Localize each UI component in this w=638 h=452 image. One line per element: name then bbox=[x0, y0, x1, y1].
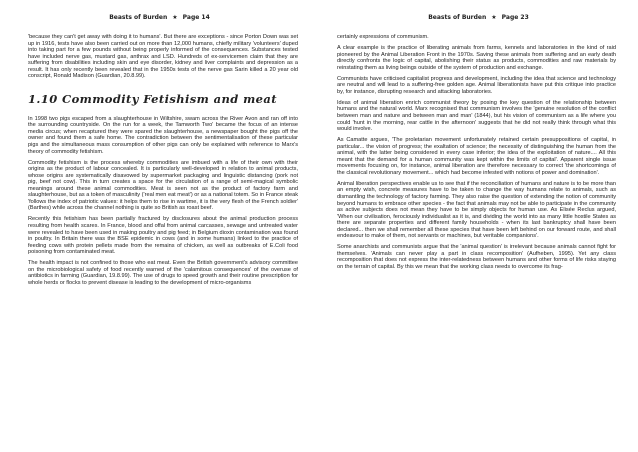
left-paragraph: In 1998 two pigs escaped from a slaughterhouse in Wiltshire, swam across the River Avon and ran off into the surrounding countryside. On the run for a week, the Tamworth Two' became the focus of an intense media circus; when recaptured they were spared the slaughterhouse, a newspaper bought the pigs off the owner and found them a safe home. The contradiction between the sentimentalisation of these particular pigs and the simultaneous mass consumption of other pigs can only be explained with reference to Marx's theory of commodity fetishism. bbox=[28, 115, 298, 155]
right-header-page-number: Page 23 bbox=[501, 14, 529, 21]
right-paragraph: Some anarchists and communists argue that the 'animal question' is irrelevant because animals cannot fight for themselves. 'Animals can never play a part in class recomposition' (Aufheben, 1995). Yet any class recomposition that does not express the inter-relatedness between humans and other forms of life risks staying on the terrain of capital. By this we mean that the working class needs to overcome its frag- bbox=[337, 244, 616, 270]
right-paragraph: As Camatte argues, 'The proletarian movement unfortunately retained certain presuppositions of capital, in particular... the vision of progress; the exaltation of science; the necessity of distinguishing the human from the animal, with the latter being considered in every case inferior; the idea of the exploitation of nature.... All this meant that the demand for a human community was kept within the limits of capital'. Apparent single issue movements focusing on, for instance, animal liberation are therefore necessary to correct 'the shortcomings of the classical revolutionary movement... which had become infested with notions of power and domination'. bbox=[337, 137, 616, 176]
left-paragraph: The health impact is not confined to those who eat meat. Even the British government's advisory committee on the microbiological safety of food recently warned of the 'calamitous consequences' of the overuse of antibiotics in farming (Guardian, 19.8.99). The use of drugs to speed growth and their routine prescription for whole herds or flocks to prevent disease is leading to the development of micro-organisms bbox=[28, 260, 298, 286]
left-header-page-number: Page 14 bbox=[182, 14, 210, 21]
left-paragraph: 'because they can't get away with doing it to humans'. But there are exceptions - since Porton Down was set up in 1916, tests have also been carried out on more than 12,000 humans, chiefly military 'volunteers' duped into taking part for a few pounds without being properly informed of the consequences. Substances tested have included nerve gas, mustard gas, anthrax and LSD. Hundreds of ex-servicemen claim that they are suffering from disabilities including skin and eye disorder, kidney and liver complaints and depression as a result. It has only recently been revealed that in the 1950s tests of the nerve gas Sarin killed a 20 year old conscript, Ronald Madison (Guardian, 20.8.99). bbox=[28, 34, 298, 80]
right-header-title: Beasts of Burden bbox=[428, 14, 487, 21]
left-paragraph: Recently this fetishism has been partially fractured by disclosures about the animal production process resulting from health scares. In France, blood and offal from animal carcasses, sewage and untreated water were revealed to have been used in making poultry and pig feed; in Belgium dioxin contamination was found in poultry. In Britain there was the BSE epidemic in cows (and in some humans) linked to the practice of feeding cows with protein pellets made from the remains of chicken, as well as outbreaks of E.Coli food poisoning from contaminated meat. bbox=[28, 216, 298, 256]
star-icon: ★ bbox=[491, 14, 497, 21]
right-page-header bbox=[319, 14, 638, 21]
section-heading: 1.10 Commodity Fetishism and meat bbox=[28, 91, 277, 106]
left-header-title: Beasts of Burden bbox=[109, 14, 168, 21]
right-paragraph: Communists have criticised capitalist progress and development, including the idea that science and technology are neutral and will lead to a suffering-free golden age. Animal liberationists have put this critique into practice by, for instance, disrupting research and attacking laboratories. bbox=[337, 75, 616, 95]
left-page-header bbox=[0, 14, 319, 21]
right-page bbox=[319, 0, 638, 452]
right-paragraph: Animal liberation perspectives enable us to see that if the reconciliation of humans and nature is to be more than an empty wish, concrete measures have to be taken to change the way humans relate to animals, such as dismantling the technology of factory farming. They also raise the question of extending the notion of community beyond humans to embrace other species - the fact that animals may not be able to participate in the community as active subjects does not mean they have to be simply objects for human use. As Elisée Reclus argued, 'When our civilisation, ferociously individualist as it is, and dividing the world into as many little hostile States as there are separate properties and different family households - when its last bankruptcy shall have been declared... then we shall remember all these species that have been left behind on our forward route, and shall endeavour to make of them, not servants or machines, but veritable companions'. bbox=[337, 180, 616, 240]
right-paragraph: certainly expressions of communism. bbox=[337, 34, 429, 40]
right-page-body bbox=[337, 34, 616, 275]
left-paragraph: Commodity fetishism is the process whereby commodities are imbued with a life of their own with their origins as the product of labour concealed. It is particularly well-developed in relation to animal products, whose origins are systematically disavowed by supermarket packaging and linguistic distancing (pork not pig, beef not cow). This in turn creates a space for the circulation of a range of semi-magical symbolic meanings around these animal commodities. Meat is seen not as the product of factory farm and slaughterhouse, but as a token of masculinity ('real men eat meat') or as a national totem. So in France steak 'follows the index of patriotic values: it helps them to rise in wartime, it is the very flesh of the French soldier' (Barthes) while across the channel nothing is quite so British as roast beef. bbox=[28, 159, 298, 212]
right-paragraph: Ideas of animal liberation enrich communist theory by posing the key question of the relationship between humans and the natural world. Marx recognised that communism involves the 'genuine resolution of the conflict between man and nature and between man and man' (1844), but his vision of communism as a life where you could 'hunt in the morning, rear cattle in the afternoon' suggests that he did not really think through what this would involve. bbox=[337, 99, 616, 133]
right-paragraph: A clear example is the practice of liberating animals from farms, kennels and laboratories in the kind of raid pioneered by the Animal Liberation Front in the 1970s. Saving these animals from suffering and an early death directly confronts the logic of capital, abolishing their status as products, commodities and raw materials by reinstating them as living beings outside of the system of production and exchange. bbox=[337, 45, 616, 71]
star-icon: ★ bbox=[172, 14, 178, 21]
left-page-body bbox=[28, 34, 298, 291]
